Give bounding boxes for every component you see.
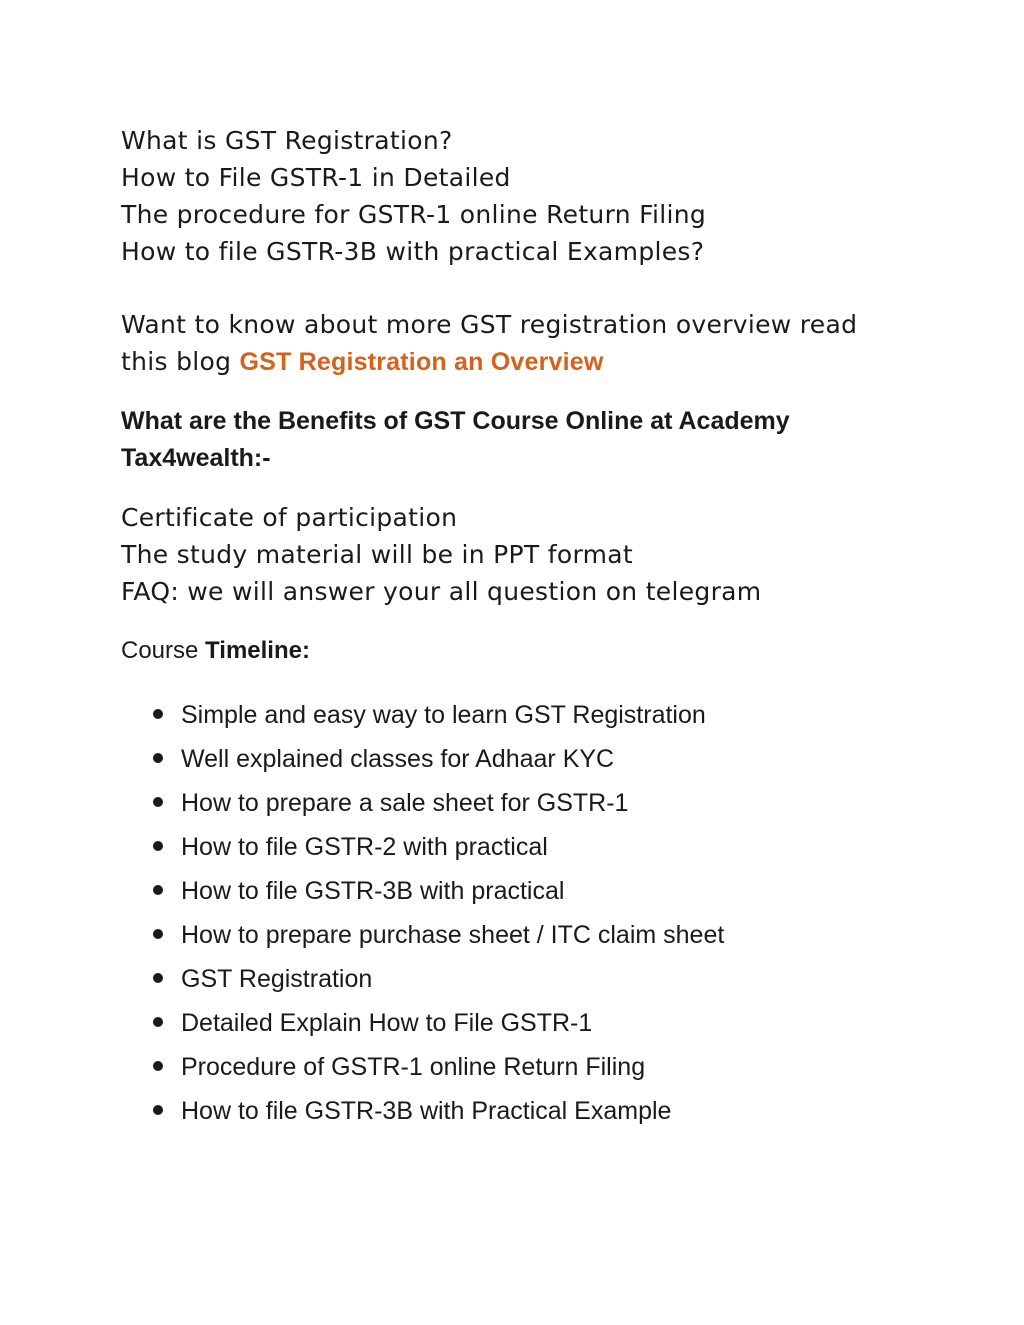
intro-line: What is GST Registration? xyxy=(121,126,453,155)
list-item-text: How to file GSTR-3B with practical xyxy=(181,877,565,905)
bullet-dot-icon xyxy=(153,1105,163,1115)
timeline-list xyxy=(150,693,724,1133)
list-item xyxy=(150,1045,724,1089)
bullet-dot-icon xyxy=(153,797,163,807)
bullet-dot-icon xyxy=(153,885,163,895)
list-item-text: How to file GSTR-2 with practical xyxy=(181,833,548,861)
gst-registration-overview-link[interactable]: GST Registration an Overview xyxy=(239,348,604,376)
intro-line: How to File GSTR-1 in Detailed xyxy=(121,163,511,192)
list-item xyxy=(150,913,724,957)
course-timeline-heading xyxy=(121,632,921,669)
intro-topics xyxy=(121,122,921,270)
list-item-text: GST Registration xyxy=(181,965,373,993)
list-item-text: Simple and easy way to learn GST Registration xyxy=(181,701,706,729)
list-item xyxy=(150,781,724,825)
list-item xyxy=(150,1089,724,1133)
list-item xyxy=(150,825,724,869)
benefit-item: FAQ: we will answer your all question on telegram xyxy=(121,577,762,606)
list-item xyxy=(150,1001,724,1045)
list-item xyxy=(150,737,724,781)
blog-line: Want to know about more GST registration overview read xyxy=(121,310,858,339)
list-item-text: How to prepare purchase sheet / ITC claim sheet xyxy=(181,921,725,949)
blog-reference xyxy=(121,306,921,381)
benefits-list xyxy=(121,499,921,610)
list-item xyxy=(150,693,724,737)
timeline-label-prefix: Course xyxy=(121,637,206,664)
list-item-text: Well explained classes for Adhaar KYC xyxy=(181,745,615,773)
list-item-text: How to prepare a sale sheet for GSTR-1 xyxy=(181,789,629,817)
timeline-label-bold: Timeline: xyxy=(205,637,310,664)
blog-line xyxy=(121,343,921,381)
bullet-dot-icon xyxy=(153,709,163,719)
list-item-text: Detailed Explain How to File GSTR-1 xyxy=(181,1009,593,1037)
intro-line: How to file GSTR-3B with practical Examples? xyxy=(121,237,705,266)
bullet-dot-icon xyxy=(153,973,163,983)
list-item-text: Procedure of GSTR-1 online Return Filing xyxy=(181,1053,646,1081)
benefit-item: Certificate of participation xyxy=(121,503,458,532)
bullet-dot-icon xyxy=(153,929,163,939)
benefits-heading-line: What are the Benefits of GST Course Online at Academy xyxy=(121,407,790,435)
benefits-heading xyxy=(121,403,881,477)
benefit-item: The study material will be in PPT format xyxy=(121,540,633,569)
list-item xyxy=(150,957,724,1001)
intro-line: The procedure for GSTR-1 online Return Filing xyxy=(121,200,707,229)
list-item xyxy=(150,869,724,913)
benefits-heading-line: Tax4wealth:- xyxy=(121,444,271,472)
bullet-dot-icon xyxy=(153,1017,163,1027)
blog-prefix: this blog xyxy=(121,347,240,376)
bullet-dot-icon xyxy=(153,753,163,763)
list-item-text: How to file GSTR-3B with Practical Example xyxy=(181,1097,672,1125)
bullet-dot-icon xyxy=(153,1061,163,1071)
bullet-dot-icon xyxy=(153,841,163,851)
